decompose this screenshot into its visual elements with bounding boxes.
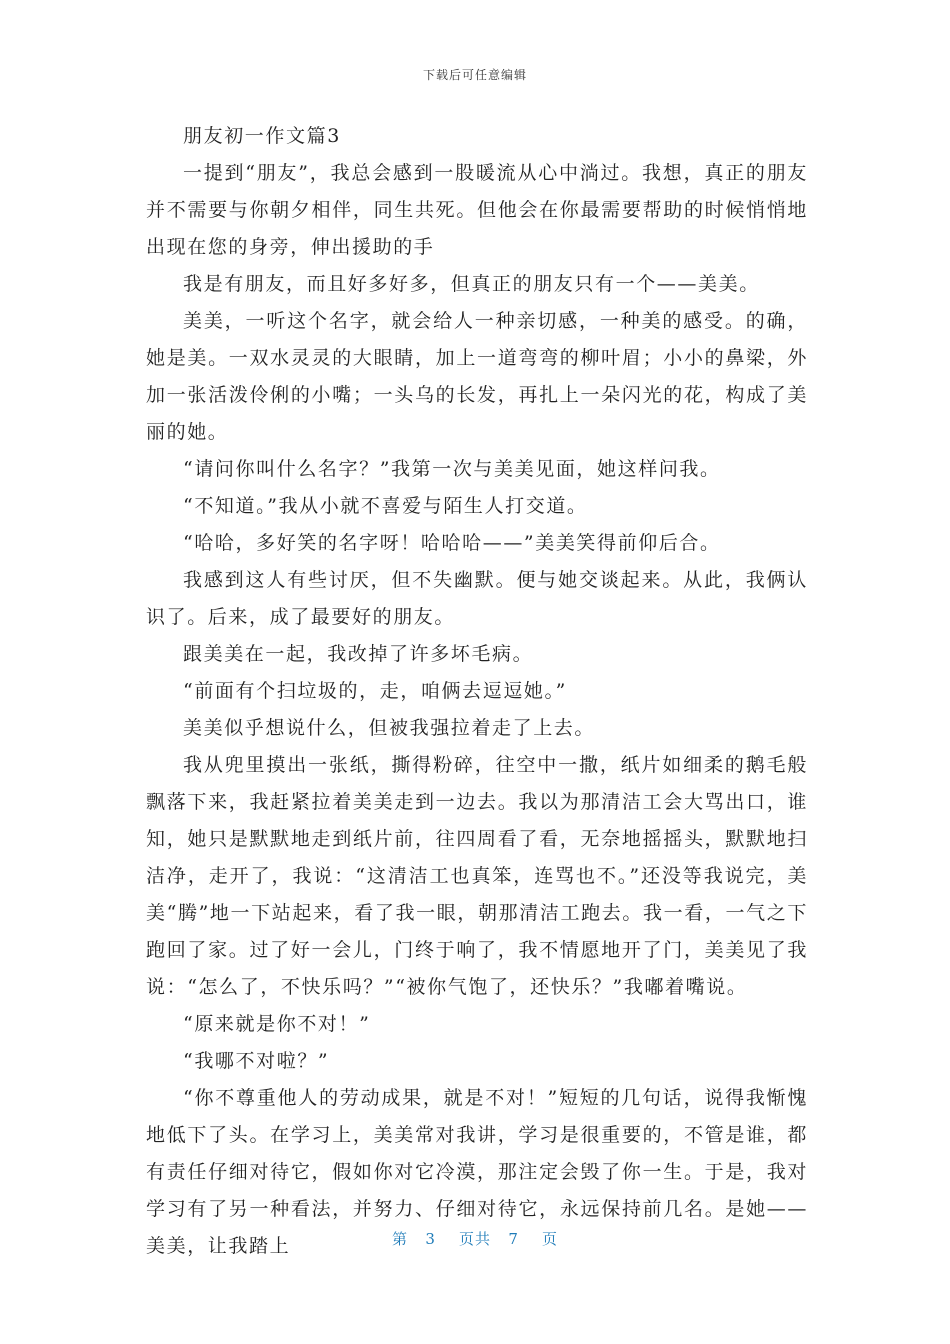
paragraph: 跟美美在一起，我改掉了许多坏毛病。 bbox=[183, 643, 534, 665]
footer-suffix: 页 bbox=[541, 1230, 558, 1248]
current-page-number: 3 bbox=[425, 1230, 436, 1248]
paragraph: “你不尊重他人的劳动成果，就是不对！”短短的几句话，说得我惭愧地低下了头。在学习上，美美常对我讲，学习是很重要的，不管是谁，都有责任仔细对待它，假如你对它冷漠，那注定会毁了你一生。于是，我对学习有了另一种看法，并努力、仔细对待它，永远保持前几名。是她——美美，让我踏上 bbox=[146, 1087, 808, 1257]
paragraph: “前面有个扫垃圾的，走，咱俩去逗逗她。” bbox=[183, 680, 567, 702]
document-body bbox=[146, 118, 808, 1265]
paragraph: 一提到“朋友”，我总会感到一股暖流从心中淌过。我想，真正的朋友并不需要与你朝夕相伴，同生共死。但他会在你最需要帮助的时候悄悄地出现在您的身旁，伸出援助的手 bbox=[146, 162, 808, 258]
essay-title: 朋友初一作文篇3 bbox=[183, 125, 341, 147]
paragraph: “我哪不对啦？” bbox=[183, 1050, 330, 1072]
total-pages-number: 7 bbox=[508, 1230, 519, 1248]
paragraph: 我从兜里摸出一张纸，撕得粉碎，往空中一撒，纸片如细柔的鹅毛般飘落下来，我赶紧拉着美美走到一边去。我以为那清洁工会大骂出口，谁知，她只是默默地走到纸片前，往四周看了看，无奈地摇摇头，默默地扫洁净，走开了，我说：“这清洁工也真笨，连骂也不。”还没等我说完，美美“腾”地一下站起来，看了我一眼，朝那清洁工跑去。我一看，一气之下跑回了家。过了好一会儿，门终于响了，我不情愿地开了门，美美见了我说：“怎么了，不快乐吗？”“被你气饱了，还快乐？”我嘟着嘴说。 bbox=[146, 754, 808, 998]
paragraph: “原来就是你不对！” bbox=[183, 1013, 371, 1035]
paragraph: 美美似乎想说什么，但被我强拉着走了上去。 bbox=[183, 717, 596, 739]
page-header bbox=[0, 66, 950, 83]
paragraph: 我感到这人有些讨厌，但不失幽默。便与她交谈起来。从此，我俩认识了。后来，成了最要好的朋友。 bbox=[146, 569, 808, 628]
page-footer bbox=[0, 1228, 950, 1249]
header-text: 下载后可任意编辑 bbox=[422, 68, 527, 82]
footer-middle: 页共 bbox=[458, 1230, 491, 1248]
paragraph: 美美，一听这个名字，就会给人一种亲切感，一种美的感受。的确，她是美。一双水灵灵的大眼睛，加上一道弯弯的柳叶眉；小小的鼻梁，外加一张活泼伶俐的小嘴；一头乌的长发，再扎上一朵闪光的花，构成了美丽的她。 bbox=[146, 310, 808, 443]
paragraph: 我是有朋友，而且好多好多，但真正的朋友只有一个——美美。 bbox=[183, 273, 760, 295]
paragraph: “哈哈，多好笑的名字呀！哈哈哈——”美美笑得前仰后合。 bbox=[183, 532, 721, 554]
paragraph: “请问你叫什么名字？”我第一次与美美见面，她这样问我。 bbox=[183, 458, 721, 480]
footer-prefix: 第 bbox=[392, 1230, 409, 1248]
paragraph: “不知道。”我从小就不喜爱与陌生人打交道。 bbox=[183, 495, 588, 517]
